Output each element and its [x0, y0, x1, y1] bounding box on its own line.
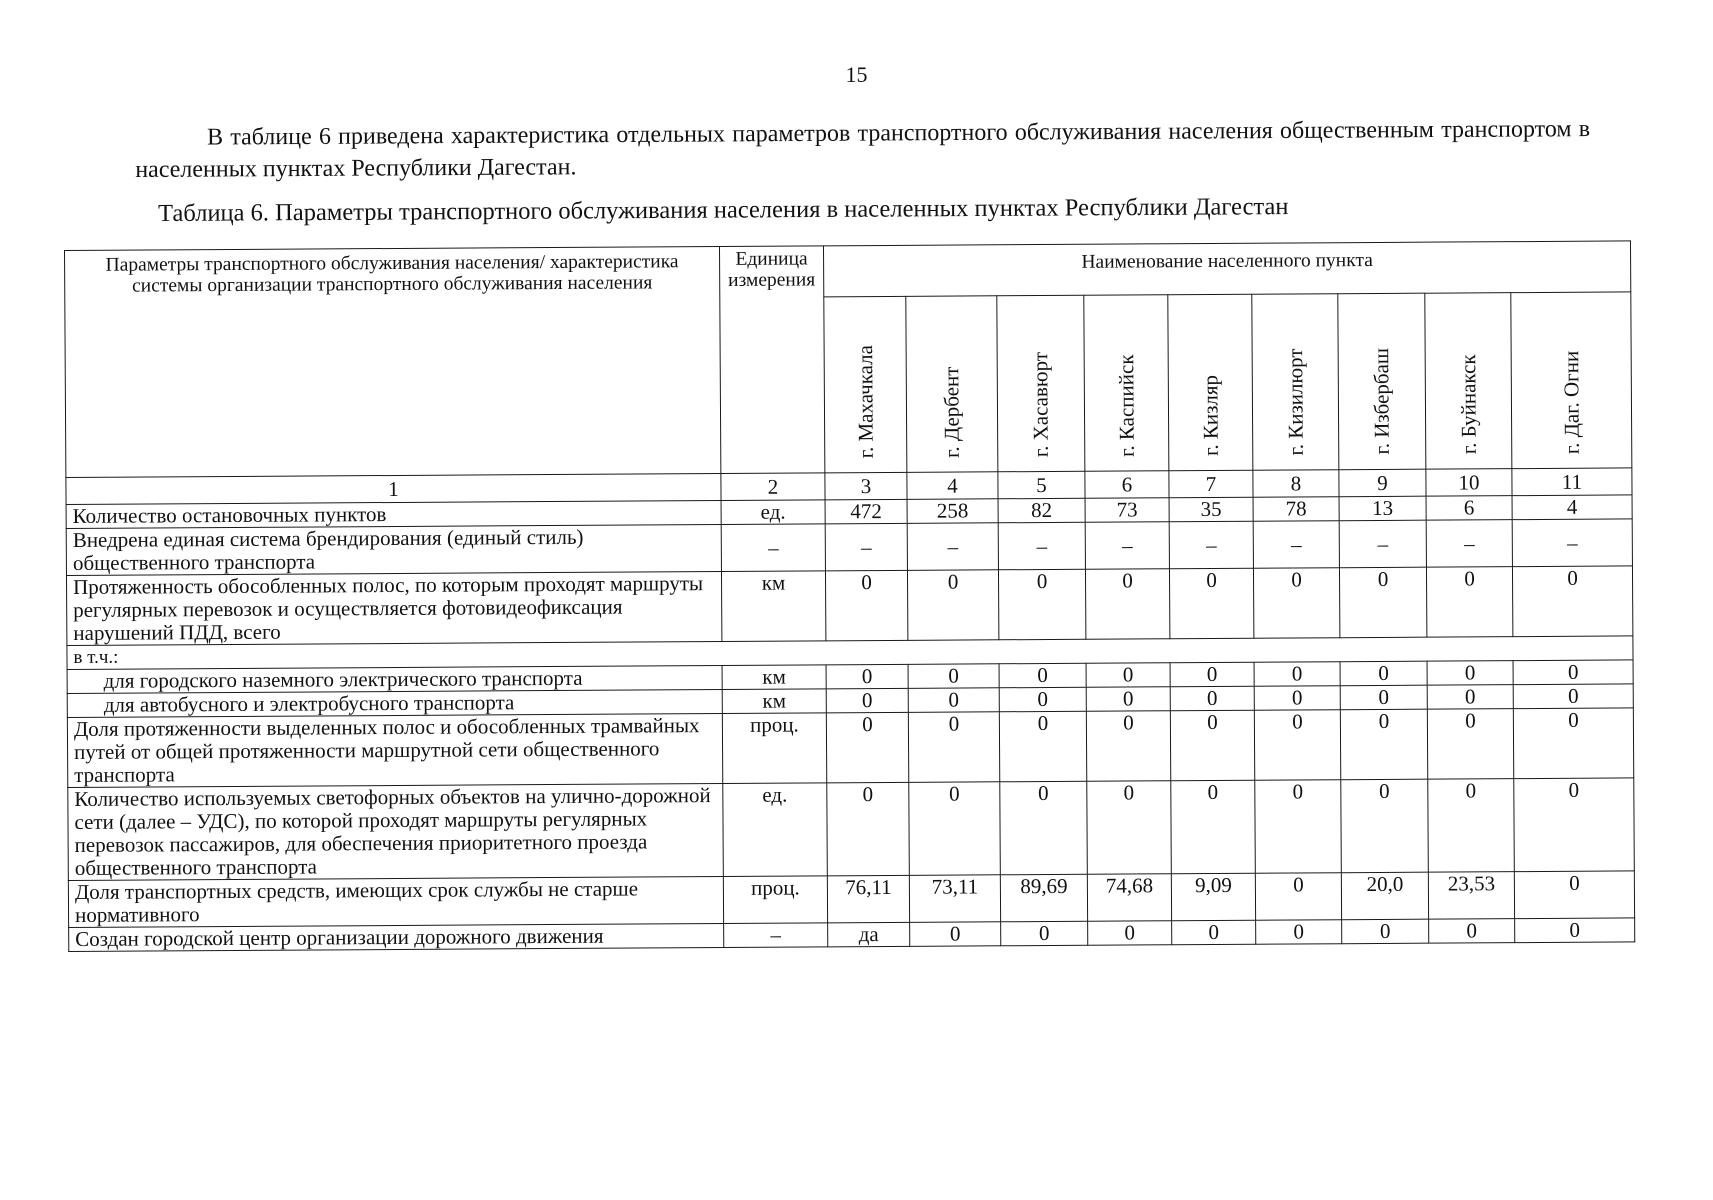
row-value: 0	[1513, 684, 1633, 709]
row-value: 0	[1086, 687, 1170, 712]
row-value: 0	[1339, 567, 1426, 638]
row-value: 0	[1426, 567, 1512, 638]
row-value: 0	[1514, 871, 1634, 919]
row-value: 0	[1254, 662, 1340, 687]
row-unit: –	[724, 923, 828, 948]
column-number: 2	[721, 473, 825, 501]
row-value: 0	[1514, 778, 1635, 872]
column-number: 4	[907, 472, 998, 500]
header-city	[824, 296, 907, 472]
row-value: да	[828, 922, 910, 947]
row-value: 0	[1429, 919, 1515, 944]
column-number: 1	[66, 473, 721, 504]
row-value: 0	[1427, 709, 1513, 780]
row-value: –	[1085, 522, 1169, 570]
row-value: 0	[1000, 781, 1088, 875]
row-value: 0	[908, 664, 999, 689]
row-value: 0	[1170, 662, 1254, 687]
row-value: 0	[1171, 780, 1256, 874]
row-value: 9,09	[1171, 873, 1255, 921]
row-value: –	[1253, 521, 1339, 569]
row-value: 74,68	[1087, 874, 1171, 922]
column-number: 7	[1169, 470, 1253, 498]
header-city	[997, 295, 1085, 472]
row-value: 0	[1341, 779, 1429, 873]
row-value: 0	[1255, 780, 1342, 874]
row-unit: км	[722, 665, 826, 690]
row-value: 0	[1254, 686, 1340, 711]
table-caption: Таблица 6. Параметры транспортного обслуживания населения в населенных пунктах Республики Дагестан	[158, 193, 1289, 227]
row-value: 0	[826, 712, 908, 782]
row-value: 0	[1428, 779, 1515, 873]
row-value: 73,11	[909, 875, 1000, 923]
header-city	[1084, 295, 1169, 472]
row-value: 0	[1001, 921, 1088, 946]
row-value: 0	[909, 782, 1001, 876]
column-number: 3	[825, 472, 907, 500]
city-label: г. Хасавюрт	[1028, 351, 1053, 458]
row-value: 472	[825, 499, 907, 524]
header-settlement-group: Наименование населенного пункта	[823, 241, 1630, 297]
row-parameter: Создан городской центр организации дорожного движения	[69, 923, 724, 951]
row-parameter: для автобусного и электробусного транспорта	[67, 689, 722, 717]
row-value: 0	[827, 782, 910, 875]
row-value: 0	[999, 687, 1086, 712]
row-value: 0	[1340, 661, 1427, 686]
row-value: 0	[826, 664, 908, 689]
row-value: 76,11	[827, 875, 909, 923]
row-value: 0	[908, 712, 999, 783]
row-value: 0	[1340, 685, 1427, 710]
row-value: 13	[1339, 496, 1426, 521]
row-value: 0	[998, 569, 1085, 640]
intro-paragraph: В таблице 6 приведена характеристика отдельных параметров транспортного обслуживания населения общественным транспортом в населенных пунктах Республики Дагестан.	[135, 116, 1591, 183]
row-value: 0	[1256, 920, 1342, 945]
row-value: 0	[1170, 710, 1254, 781]
row-value: 0	[1087, 781, 1172, 875]
row-value: 0	[1427, 685, 1513, 710]
header-unit: Единица измерения	[719, 246, 824, 474]
header-city	[1168, 294, 1253, 471]
row-value: 4	[1512, 495, 1632, 520]
row-value: –	[825, 523, 907, 571]
table-wrapper	[64, 240, 1634, 952]
city-label: г. Кизляр	[1197, 374, 1223, 457]
row-parameter: Протяженность обособленных полос, по которым проходят маршруты регулярных перевозок и осуществляется фотовидеофиксация нарушений ПДД, всего	[66, 571, 721, 645]
header-city	[1425, 293, 1512, 470]
header-city	[1511, 292, 1632, 469]
city-label: г. Избербаш	[1369, 348, 1394, 456]
row-parameter: Количество используемых светофорных объектов на улично-дорожной сети (далее – УДС), по которой проходят маршруты регулярных перевозок пассажиров, для обеспечения приоритетного проезда общественного транспорта	[68, 783, 724, 880]
row-value: 89,69	[1000, 874, 1087, 922]
row-value: 73	[1085, 498, 1169, 523]
row-value: 0	[1253, 568, 1339, 639]
row-value: –	[1512, 519, 1632, 567]
row-unit: проц.	[722, 713, 826, 784]
row-value: 0	[1513, 660, 1633, 685]
row-value: 0	[1088, 921, 1172, 946]
row-unit: проц.	[723, 876, 827, 924]
row-value: 0	[999, 663, 1086, 688]
row-value: –	[1426, 520, 1512, 568]
row-unit: ед.	[723, 783, 828, 877]
row-value: 0	[1254, 710, 1340, 781]
row-value: 0	[908, 688, 999, 713]
row-value: 0	[1086, 663, 1170, 688]
column-number: 10	[1426, 469, 1512, 497]
header-city	[906, 296, 998, 473]
row-unit: ед.	[721, 500, 825, 525]
row-value: 82	[998, 498, 1085, 523]
column-number: 6	[1085, 471, 1169, 499]
header-parameter: Параметры транспортного обслуживания населения/ характеристика системы организации транспортного обслуживания населения	[65, 246, 721, 477]
row-value: 0	[1172, 920, 1256, 945]
city-label: г. Каспийск	[1113, 354, 1139, 457]
row-parameter: Количество остановочных пунктов	[66, 500, 721, 528]
row-parameter: Доля транспортных средств, имеющих срок службы не старше нормативного	[68, 876, 723, 927]
row-value: 0	[1427, 661, 1513, 686]
table-row	[66, 566, 1632, 646]
row-value: 0	[1086, 711, 1170, 782]
city-label: г. Махачкала	[852, 344, 878, 459]
row-unit: км	[721, 571, 825, 642]
row-value: 0	[999, 711, 1086, 782]
row-value: 0	[907, 570, 998, 641]
row-value: 0	[910, 922, 1001, 947]
row-value: 0	[1512, 566, 1633, 637]
row-unit: –	[721, 524, 825, 572]
transport-parameters-table	[64, 240, 1635, 952]
row-value: 6	[1426, 496, 1512, 521]
row-value: 0	[1085, 569, 1169, 640]
city-label: г. Даг. Огни	[1558, 350, 1584, 454]
row-value: 35	[1169, 497, 1253, 522]
row-value: 20,0	[1341, 872, 1428, 920]
column-number: 9	[1339, 469, 1426, 497]
row-parameter: для городского наземного электрического транспорта	[67, 665, 722, 693]
row-value: 0	[1515, 918, 1635, 943]
row-value: 0	[826, 688, 908, 713]
row-value: –	[1169, 521, 1253, 569]
row-parameter: Доля протяженности выделенных полос и обособленных трамвайных путей от общей протяженности маршрутной сети общественного транспорта	[67, 713, 722, 787]
table-row	[68, 778, 1635, 881]
row-value: 0	[1513, 708, 1634, 779]
section-label: в т.ч.:	[67, 636, 1633, 670]
header-city	[1338, 293, 1426, 470]
row-value: 78	[1253, 497, 1339, 522]
row-value: 23,53	[1428, 872, 1514, 920]
city-label: г. Дербент	[939, 366, 964, 458]
row-value: 0	[1170, 686, 1254, 711]
row-value: –	[1339, 520, 1426, 568]
row-value: 258	[907, 499, 998, 524]
column-number: 5	[998, 471, 1085, 499]
table-row	[67, 708, 1633, 788]
row-value: –	[998, 522, 1085, 570]
column-number: 8	[1253, 470, 1339, 498]
row-unit: км	[722, 689, 826, 714]
column-number: 11	[1512, 468, 1632, 496]
row-value: 0	[825, 570, 907, 640]
city-label: г. Буйнакск	[1455, 354, 1481, 455]
row-value: 0	[1255, 873, 1341, 921]
page-number: 15	[845, 62, 868, 87]
row-parameter: Внедрена единая система брендирования (единый стиль) общественного транспорта	[66, 524, 721, 575]
row-value: –	[907, 523, 998, 571]
row-value: 0	[1340, 709, 1427, 780]
city-label: г. Кизилюрт	[1282, 348, 1308, 456]
header-city	[1252, 294, 1339, 471]
row-value: 0	[1169, 568, 1253, 639]
row-value: 0	[1342, 919, 1429, 944]
